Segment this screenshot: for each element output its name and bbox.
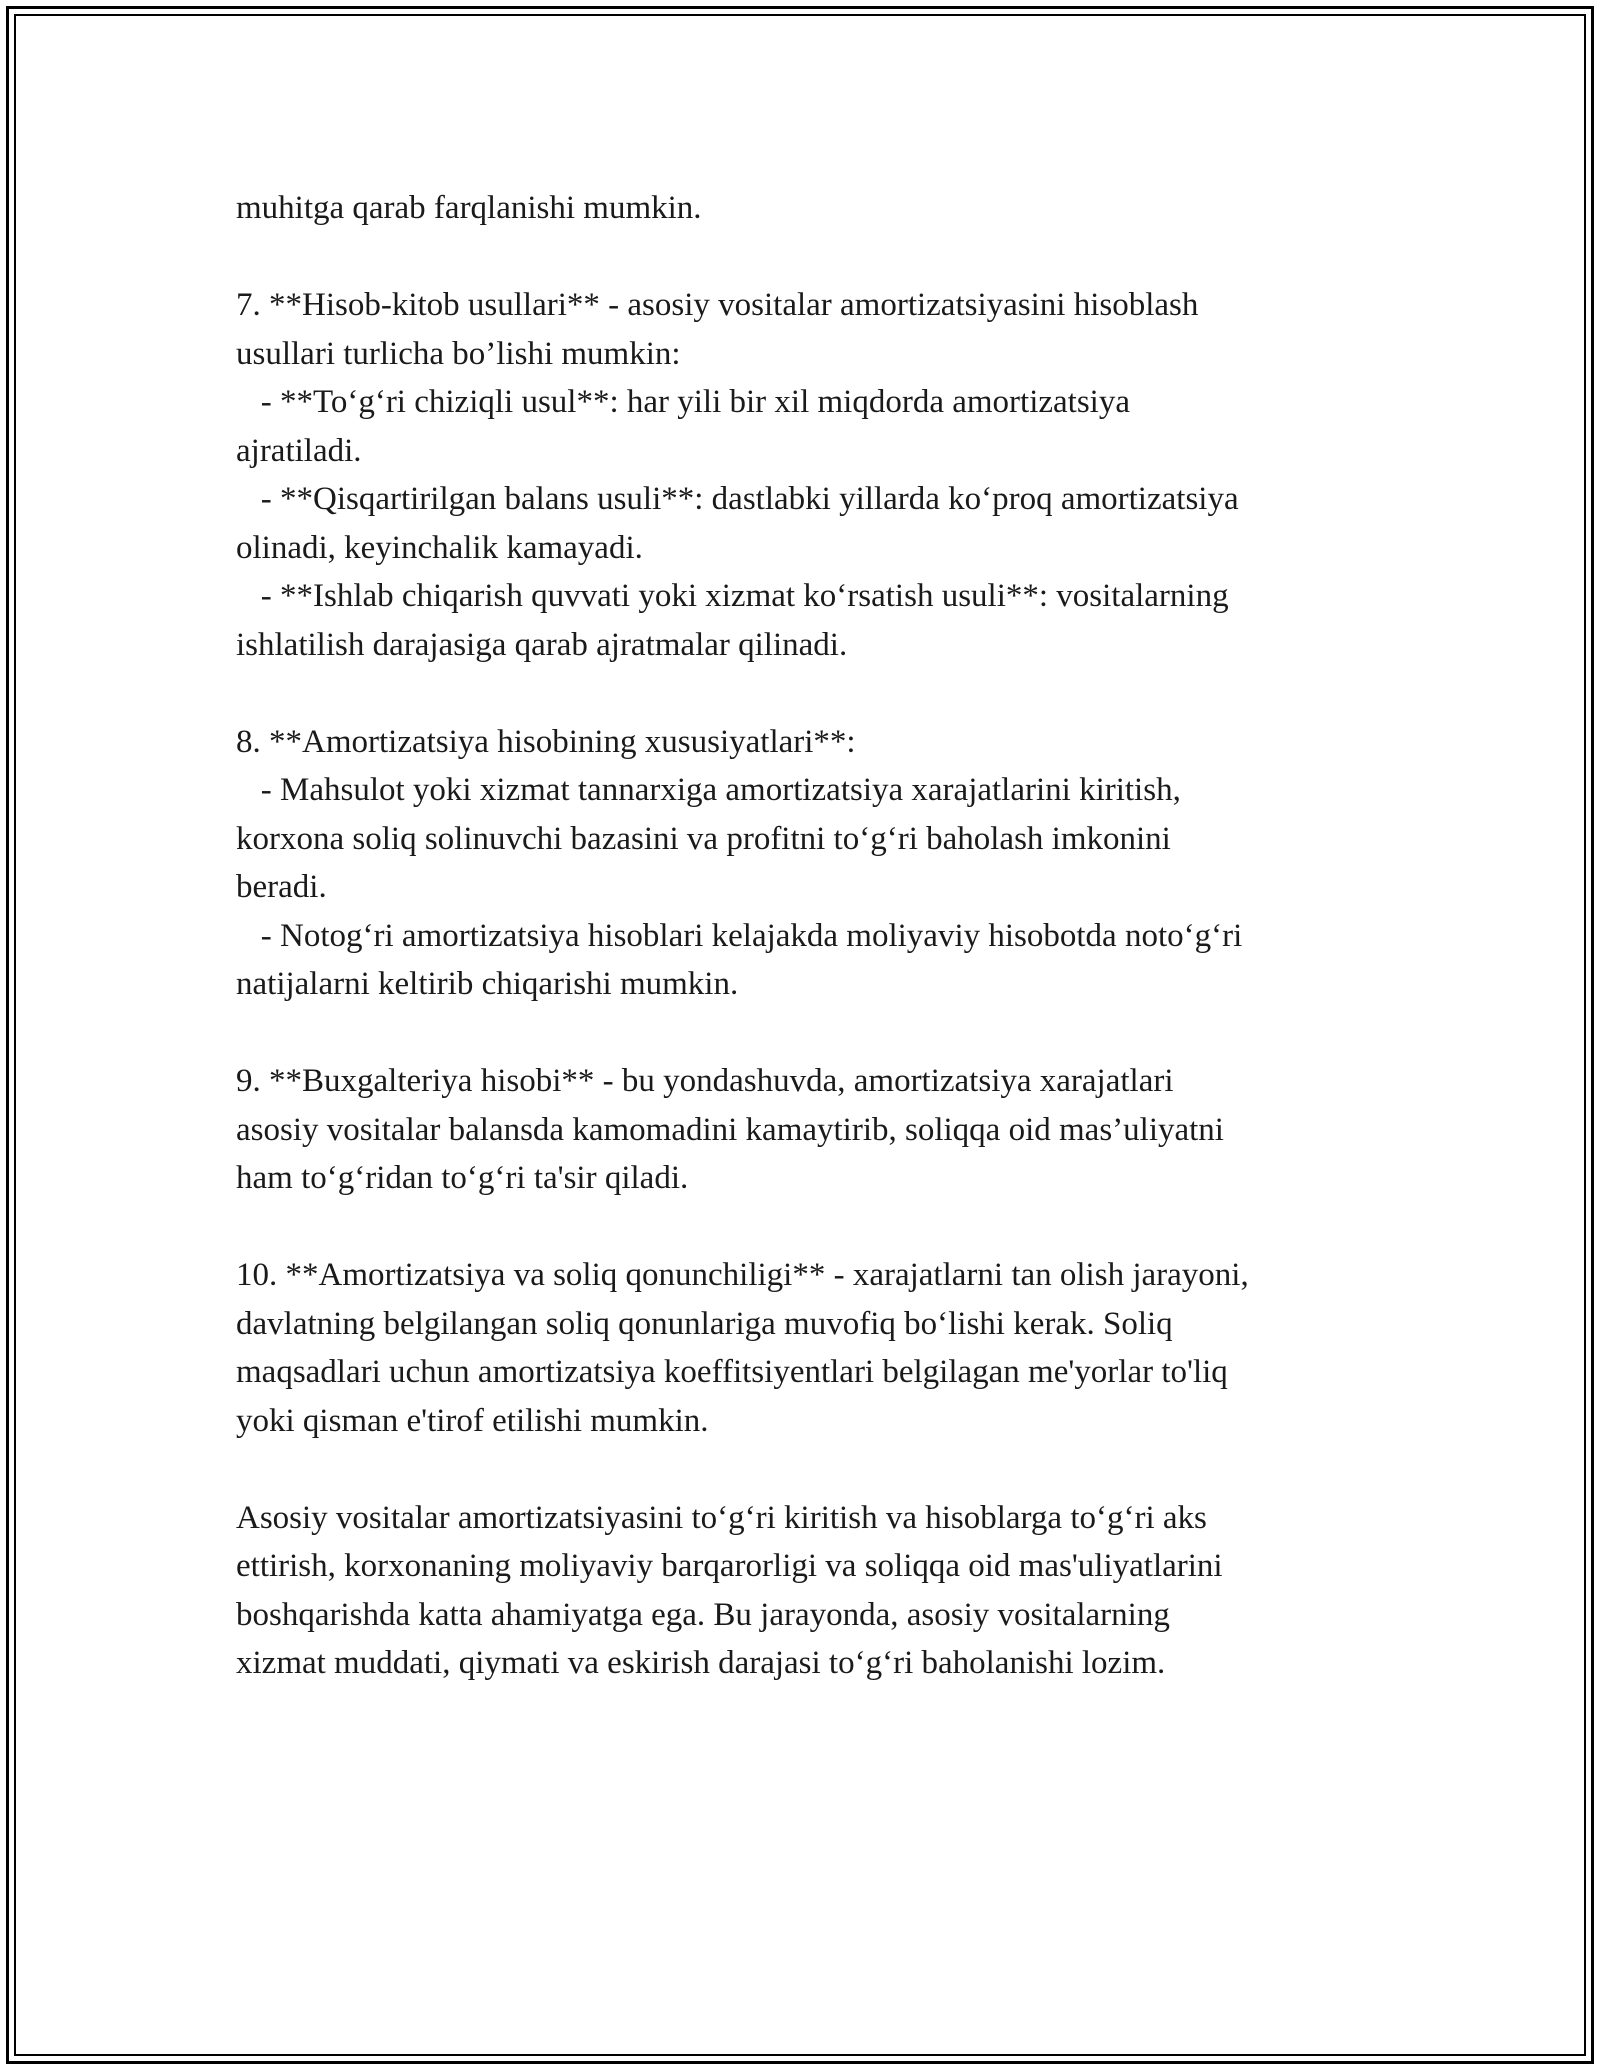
text-line: boshqarishda katta ahamiyatga ega. Bu jarayonda, asosiy vositalarning [236,1596,1170,1633]
text-line: - **Ishlab chiqarish quvvati yoki xizmat ko‘rsatish usuli**: vositalarning [236,578,1229,614]
text-line: asosiy vositalar balansda kamomadini kamaytirib, soliqqa oid mas’uliyatni [236,1111,1224,1148]
text-line: natijalarni keltirib chiqarishi mumkin. [236,966,739,1002]
text-line: ettirish, korxonaning moliyaviy barqarorligi va soliqqa oid mas'uliyatlarini [236,1548,1223,1584]
text-line: 9. **Buxgalteriya hisobi** - bu yondashuvda, amortizatsiya xarajatlari [236,1063,1174,1099]
text-line: - **Qisqartirilgan balans usuli**: dastlabki yillarda ko‘proq amortizatsiya [236,481,1239,517]
paragraph-item-7 [236,281,1386,669]
text-line: - **To‘g‘ri chiziqli usul**: har yili bir xil miqdorda amortizatsiya [236,384,1130,420]
text-line: beradi. [236,869,327,905]
paragraph-continuation [236,184,1386,233]
document-body [236,184,1386,1736]
text-line: muhitga qarab farqlanishi mumkin. [236,190,702,226]
text-line: olinadi, keyinchalik kamayadi. [236,529,643,566]
paragraph-item-8 [236,718,1386,1009]
text-line: korxona soliq solinuvchi bazasini va profitni to‘g‘ri baholash imkonini [236,820,1171,857]
text-line: 7. **Hisob-kitob usullari** - asosiy vositalar amortizatsiyasini hisoblash [236,287,1199,323]
text-line: 8. **Amortizatsiya hisobining xususiyatlari**: [236,723,856,760]
paragraph-item-9 [236,1057,1386,1203]
text-line: ishlatilish darajasiga qarab ajratmalar qilinadi. [236,626,848,663]
text-line: maqsadlari uchun amortizatsiya koeffitsiyentlari belgilagan me'yorlar to'liq [236,1354,1228,1390]
text-line: - Notog‘ri amortizatsiya hisoblari kelajakda moliyaviy hisobotda noto‘g‘ri [236,917,1243,954]
text-line: usullari turlicha bo’lishi mumkin: [236,335,681,372]
text-line: ham to‘g‘ridan to‘g‘ri ta'sir qiladi. [236,1160,689,1196]
paragraph-item-10 [236,1251,1386,1445]
text-line: - Mahsulot yoki xizmat tannarxiga amortizatsiya xarajatlarini kiritish, [236,772,1181,808]
text-line: davlatning belgilangan soliq qonunlariga muvofiq bo‘lishi kerak. Soliq [236,1305,1173,1342]
text-line: Asosiy vositalar amortizatsiyasini to‘g‘ri kiritish va hisoblarga to‘g‘ri aks [236,1499,1207,1536]
text-line: yoki qisman e'tirof etilishi mumkin. [236,1402,709,1439]
text-line: xizmat muddati, qiymati va eskirish darajasi to‘g‘ri baholanishi lozim. [236,1645,1166,1681]
text-line: ajratiladi. [236,432,362,469]
paragraph-conclusion [236,1494,1386,1688]
text-line: 10. **Amortizatsiya va soliq qonunchiligi** - xarajatlarni tan olish jarayoni, [236,1257,1249,1293]
